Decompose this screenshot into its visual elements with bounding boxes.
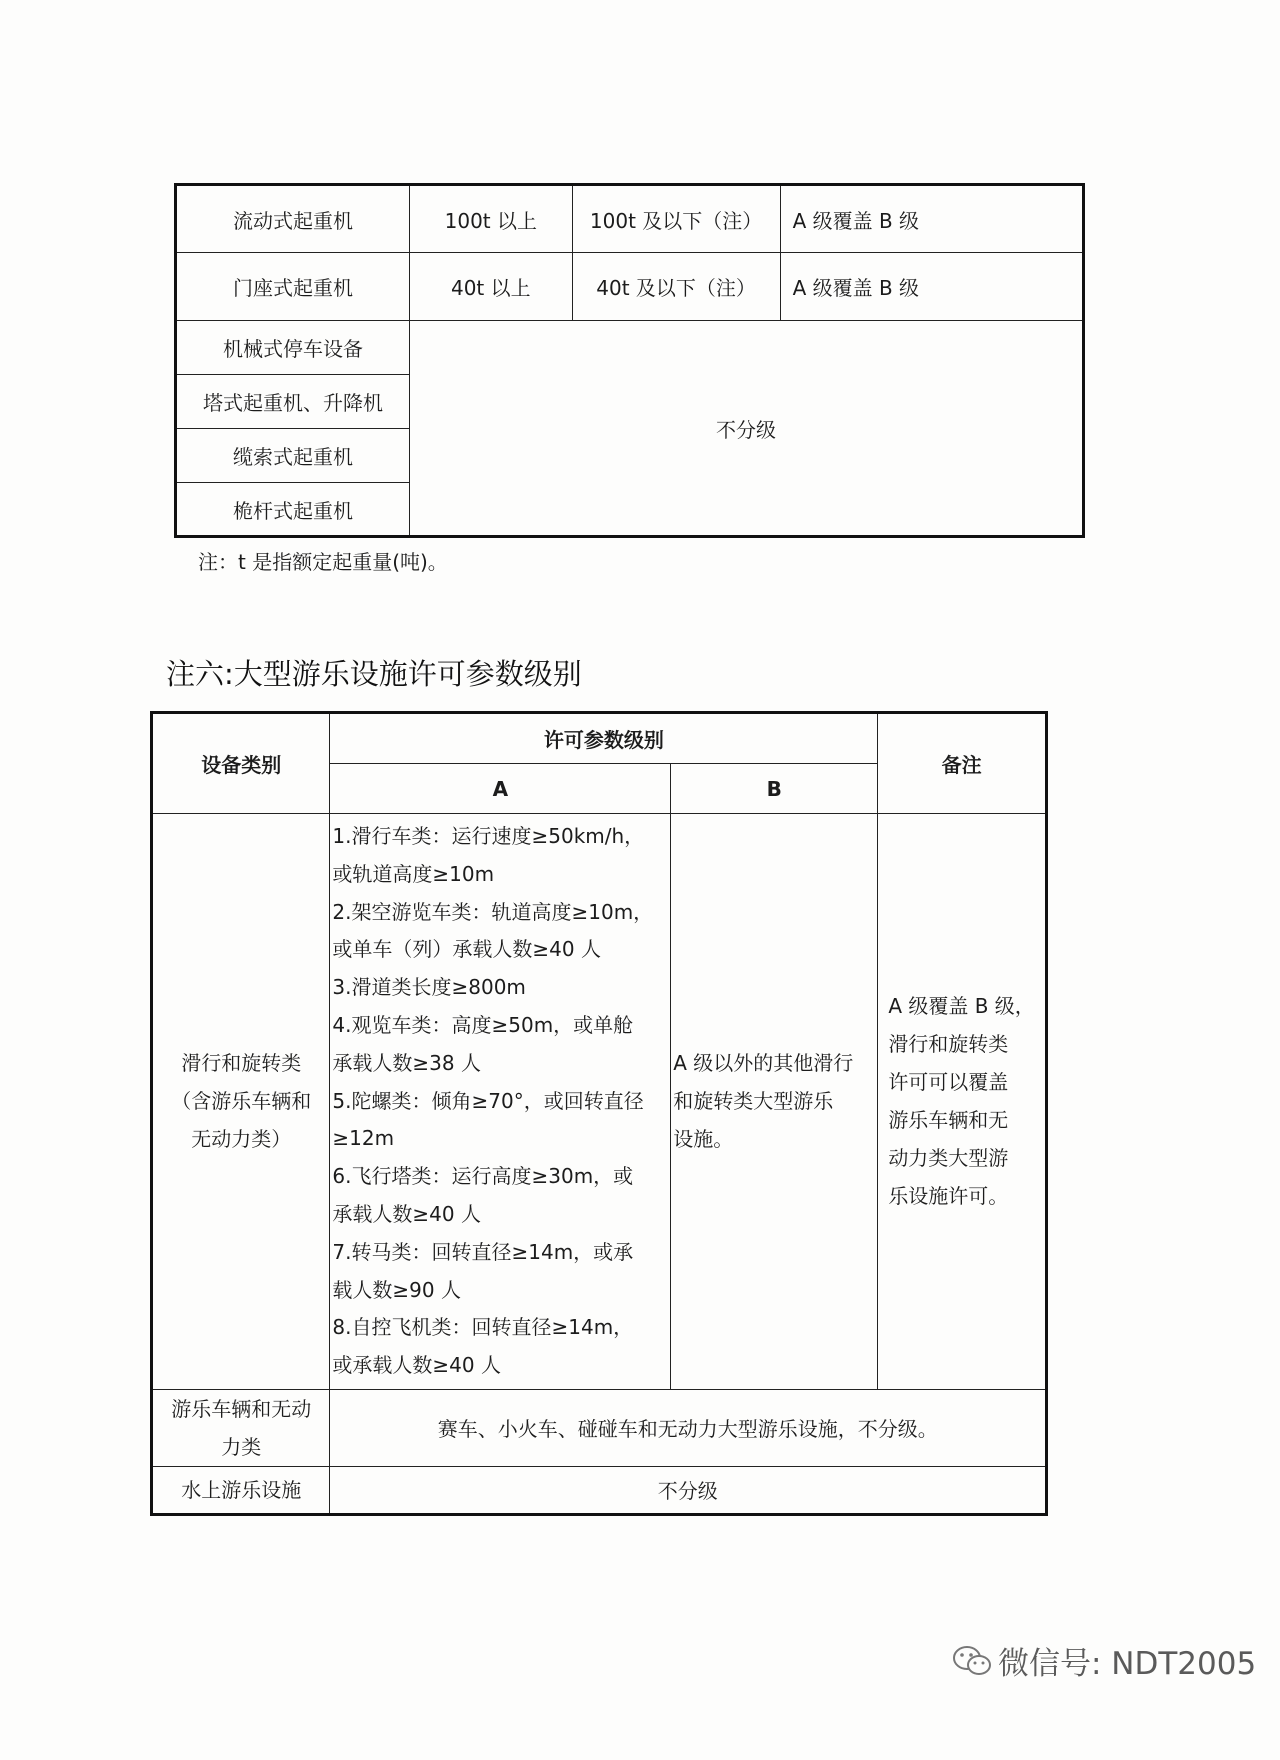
grade-a-value: 40t 以上 [410,253,573,321]
remark-line: 乐设施许可。 [888,1184,1009,1209]
wechat-icon [952,1644,992,1678]
criteria-line: 6.飞行塔类：运行高度≥30m，或 [332,1164,634,1189]
criteria-line: 2.架空游览车类：轨道高度≥10m， [332,899,654,924]
equipment-name: 塔式起重机、升降机 [176,375,410,429]
criteria-line: 承载人数≥38 人 [332,1050,481,1075]
criteria-line: 设施。 [673,1127,734,1152]
category-line: 力类 [221,1434,262,1459]
table-row [176,185,1084,253]
crane-grade-table [174,183,1085,538]
header-category: 设备类别 [152,713,330,814]
criteria-line: 载人数≥90 人 [332,1277,461,1302]
ungraded-cell: 不分级 [410,321,1084,537]
table-row [152,814,1047,1390]
header-remark: 备注 [878,713,1047,814]
table-row [152,1389,1047,1466]
remark-line: 滑行和旋转类 [888,1032,1009,1057]
criteria-line: 8.自控飞机类：回转直径≥14m， [332,1315,634,1340]
equipment-name: 门座式起重机 [176,253,410,321]
criteria-line: 7.转马类：回转直径≥14m，或承 [332,1239,634,1264]
equipment-name: 机械式停车设备 [176,321,410,375]
remark: A 级覆盖 B 级 [780,185,1083,253]
category-line: 游乐车辆和无动 [171,1396,312,1421]
row-content: 赛车、小火车、碰碰车和无动力大型游乐设施，不分级。 [330,1389,1047,1466]
table-row [176,321,1084,375]
category-cell: 水上游乐设施 [152,1466,330,1514]
criteria-line: 承载人数≥40 人 [332,1201,481,1226]
criteria-line: 1.滑行车类：运行速度≥50km/h， [332,824,645,848]
category-line: 无动力类） [191,1127,292,1152]
category-line: （含游乐车辆和 [171,1089,312,1114]
table-header-row [152,713,1047,764]
header-grade-b: B [671,764,878,814]
criteria-line: 或承载人数≥40 人 [332,1353,501,1378]
remark-line: 游乐车辆和无 [888,1108,1009,1133]
criteria-line: 5.陀螺类：倾角≥70°，或回转直径 [332,1088,644,1113]
criteria-line: 4.观览车类：高度≥50m，或单舱 [332,1012,634,1037]
amusement-facility-grade-table [150,711,1048,1516]
grade-a-criteria [330,814,671,1390]
category-cell [152,1389,330,1466]
remark-cell [878,814,1047,1390]
criteria-line: 或单车（列）承载人数≥40 人 [332,937,601,962]
grade-a-value: 100t 以上 [410,185,573,253]
equipment-name: 桅杆式起重机 [176,483,410,537]
criteria-line: 和旋转类大型游乐 [673,1089,834,1114]
remark-line: A 级覆盖 B 级， [888,994,1035,1019]
equipment-name: 缆索式起重机 [176,429,410,483]
grade-b-value: 40t 及以下（注） [572,253,780,321]
remark-line: 动力类大型游 [888,1146,1009,1171]
grade-b-criteria [671,814,878,1390]
table-note: 注：t 是指额定起重量(吨)。 [198,550,448,574]
header-grade-a: A [330,764,671,814]
header-param-level: 许可参数级别 [330,713,878,764]
section-title: 注六:大型游乐设施许可参数级别 [166,657,582,691]
criteria-line: ≥12m [332,1126,395,1151]
category-line: 滑行和旋转类 [181,1051,302,1076]
remark-line: 许可可以覆盖 [888,1070,1009,1095]
table-row [176,253,1084,321]
equipment-name: 流动式起重机 [176,185,410,253]
criteria-line: A 级以外的其他滑行 [673,1051,854,1076]
watermark-text: 微信号: NDT2005 [998,1646,1257,1682]
criteria-line: 3.滑道类长度≥800m [332,975,526,1000]
row-content: 不分级 [330,1466,1047,1514]
remark: A 级覆盖 B 级 [780,253,1083,321]
table-row [152,1466,1047,1514]
category-cell [152,814,330,1390]
criteria-line: 或轨道高度≥10m [332,861,495,886]
watermark [952,1638,1256,1683]
grade-b-value: 100t 及以下（注） [572,185,780,253]
